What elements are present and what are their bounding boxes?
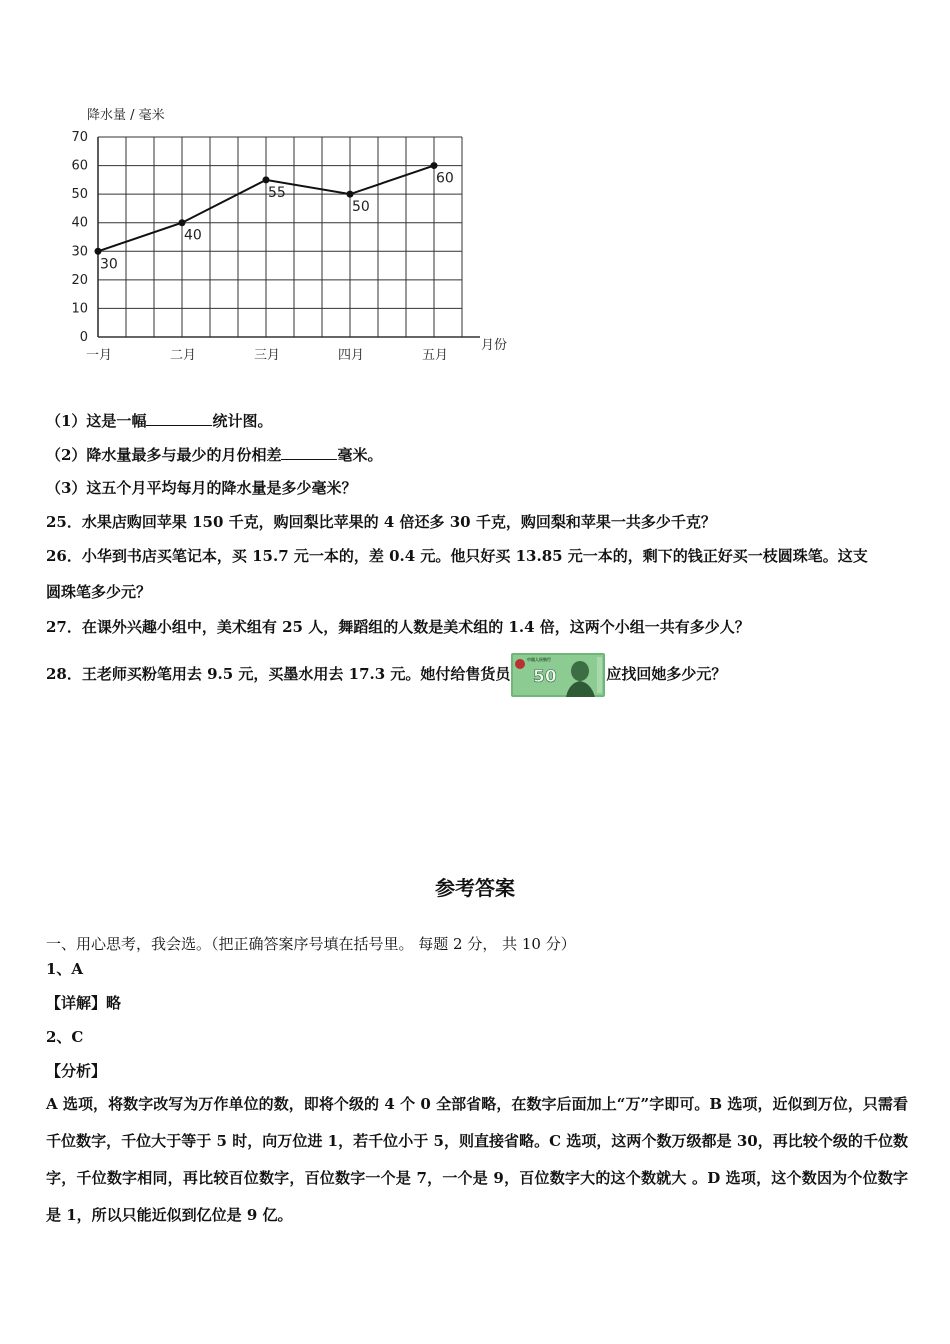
data-labels xyxy=(100,171,454,273)
question-3: （3）这五个月平均每月的降水量是多少毫米？ xyxy=(46,479,357,497)
answer-2-analysis-heading: 【分析】 xyxy=(46,1062,107,1080)
data-point xyxy=(263,176,270,183)
x-axis-label: 月份 xyxy=(481,338,508,353)
data-label: 30 xyxy=(100,256,118,273)
banknote-value: 50 xyxy=(533,667,558,687)
x-tick-label: 五月 xyxy=(421,348,449,363)
answer-1-detail: 【详解】略 xyxy=(46,994,122,1012)
y-tick-label: 0 xyxy=(79,330,88,345)
y-tick-label: 40 xyxy=(71,215,88,231)
answer-2-analysis-text: A 选项，将数字改写为万作单位的数，即将个级的 4 个 0 全部省略，在数字后面加上“万”字即可。B 选项，近似到万位，只需看千位数字，千位大于等于 5 时，向万位进 1，若千位小于 5，则直接省略。C 选项，这两个数万级都是 30，再比较个级的千位数字，千位数字相同，再比较百位数字，百位数字一个是 7，一个是 9，百位数字大的这个数就大 。D 选项，这个数因为个位数字是 1，所以只能近似到亿位是 9 亿。 xyxy=(46,1095,908,1224)
q28-text-end: 应找回她多少元？ xyxy=(606,665,727,683)
q1-text: （1）这是一幅 xyxy=(46,412,147,430)
question-25: 25．水果店购回苹果 150 千克，购回梨比苹果的 4 倍还多 30 千克，购回梨和苹果一共多少千克？ xyxy=(46,513,716,531)
answer-2: 2、C xyxy=(46,1028,84,1046)
question-2 xyxy=(46,443,382,465)
q1-text-end: 统计图。 xyxy=(212,412,273,430)
question-27: 27．在课外兴趣小组中，美术组有 25 人，舞蹈组的人数是美术组的 1.4 倍，这两个小组一共有多少人？ xyxy=(46,618,750,636)
precipitation-line-chart xyxy=(40,98,530,373)
data-label: 55 xyxy=(268,184,286,201)
data-label: 60 xyxy=(436,170,454,187)
y-tick-label: 60 xyxy=(71,158,88,174)
question-26-line1: 26．小华到书店买笔记本，买 15.7 元一本的，差 0.4 元。他只好买 13.85 元一本的，剩下的钱正好买一枝圆珠笔。这支 xyxy=(46,547,868,565)
y-tick-label: 70 xyxy=(71,130,88,145)
answers-section-heading: 一、用心思考，我会选。（把正确答案序号填在括号里。 每题 2 分， 共 10 分） xyxy=(46,935,576,953)
y-axis-label: 降水量 / 毫米 xyxy=(87,108,165,123)
q2-text: （2）降水量最多与最少的月份相差 xyxy=(46,446,282,464)
answers-title: 参考答案 xyxy=(435,876,515,900)
y-tick-label: 10 xyxy=(71,301,88,317)
data-point xyxy=(431,162,438,169)
y-tick-label: 20 xyxy=(71,272,88,288)
chart-grid xyxy=(98,137,480,337)
data-label: 40 xyxy=(184,227,202,244)
q2-blank[interactable] xyxy=(281,443,337,460)
q1-blank[interactable] xyxy=(146,409,212,426)
x-tick-label: 四月 xyxy=(337,348,365,363)
y-tick-label: 50 xyxy=(71,187,88,203)
svg-text:中国人民银行: 中国人民银行 xyxy=(527,657,552,662)
data-label: 50 xyxy=(352,199,370,216)
question-26-line2: 圆珠笔多少元？ xyxy=(46,583,152,601)
x-tick-labels xyxy=(86,348,448,363)
answer-1: 1、A xyxy=(46,960,84,978)
y-tick-label: 30 xyxy=(71,244,88,260)
x-tick-label: 一月 xyxy=(85,348,113,363)
data-point xyxy=(347,191,354,198)
banknote-50-yuan-image xyxy=(511,653,605,697)
x-tick-label: 三月 xyxy=(253,348,281,363)
x-tick-label: 二月 xyxy=(169,348,197,363)
question-28 xyxy=(46,652,726,697)
y-tick-labels xyxy=(71,130,88,345)
question-1 xyxy=(46,409,272,431)
q2-text-end: 毫米。 xyxy=(337,446,383,464)
data-point xyxy=(179,219,186,226)
data-point xyxy=(95,248,102,255)
q28-text: 28．王老师买粉笔用去 9.5 元，买墨水用去 17.3 元。她付给售货员 xyxy=(46,665,511,683)
